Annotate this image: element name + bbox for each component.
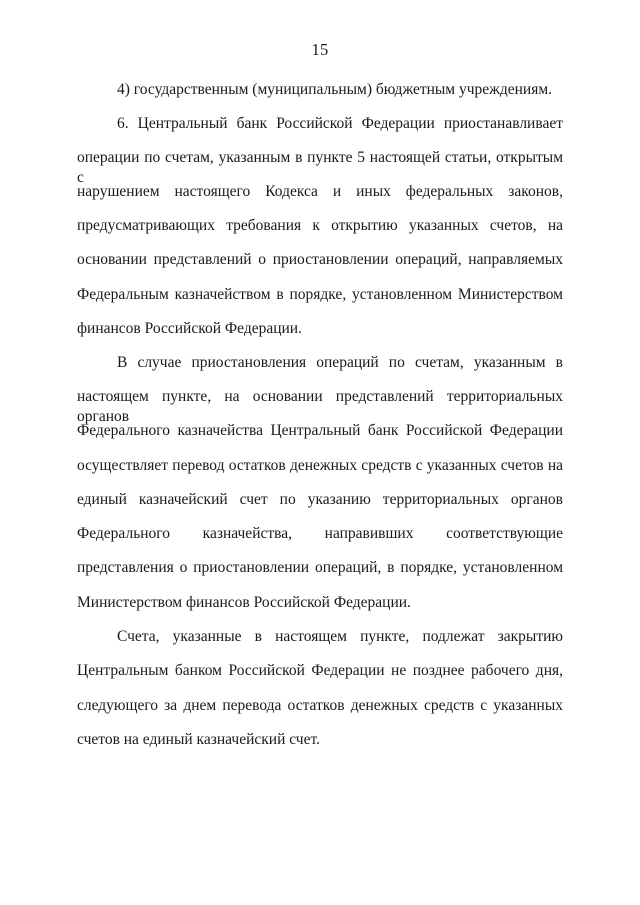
- paragraph-6-line-3: нарушением настоящего Кодекса и иных федеральных законов,: [77, 183, 563, 200]
- paragraph-6-line-1: 6. Центральный банк Российской Федерации приостанавливает: [117, 115, 563, 132]
- paragraph-suspension-line-6: Федерального казначейства, направивших соответствующие: [77, 525, 563, 542]
- paragraph-suspension-line-4: осуществляет перевод остатков денежных средств с указанных счетов на: [77, 457, 563, 474]
- paragraph-6-line-6: Федеральным казначейством в порядке, установленном Министерством: [77, 286, 563, 303]
- paragraph-6-line-7: финансов Российской Федерации.: [77, 320, 302, 337]
- paragraph-suspension-line-7: представления о приостановлении операций, в порядке, установленном: [77, 559, 563, 576]
- paragraph-closure-line-3: следующего за днем перевода остатков денежных средств с указанных: [77, 697, 563, 714]
- paragraph-suspension-line-5: единый казначейский счет по указанию территориальных органов: [77, 491, 563, 508]
- page-number: 15: [311, 40, 329, 59]
- list-item-4: 4) государственным (муниципальным) бюджетным учреждениям.: [117, 81, 553, 98]
- paragraph-suspension-line-3: Федерального казначейства Центральный банк Российской Федерации: [77, 422, 563, 439]
- paragraph-closure-line-4: счетов на единый казначейский счет.: [77, 731, 320, 748]
- paragraph-closure-line-2: Центральным банком Российской Федерации не позднее рабочего дня,: [77, 662, 563, 679]
- paragraph-6-line-2: операции по счетам, указанным в пункте 5 настоящей статьи, открытым с: [77, 149, 563, 186]
- paragraph-suspension-line-1: В случае приостановления операций по счетам, указанным в: [117, 354, 563, 371]
- paragraph-closure-line-1: Счета, указанные в настоящем пункте, подлежат закрытию: [117, 628, 563, 645]
- paragraph-6-line-5: основании представлений о приостановлении операций, направляемых: [77, 251, 563, 268]
- paragraph-6-line-4: предусматривающих требования к открытию указанных счетов, на: [77, 217, 563, 234]
- paragraph-suspension-line-2: настоящем пункте, на основании представлений территориальных органов: [77, 388, 563, 425]
- paragraph-suspension-line-8: Министерством финансов Российской Федерации.: [77, 594, 411, 611]
